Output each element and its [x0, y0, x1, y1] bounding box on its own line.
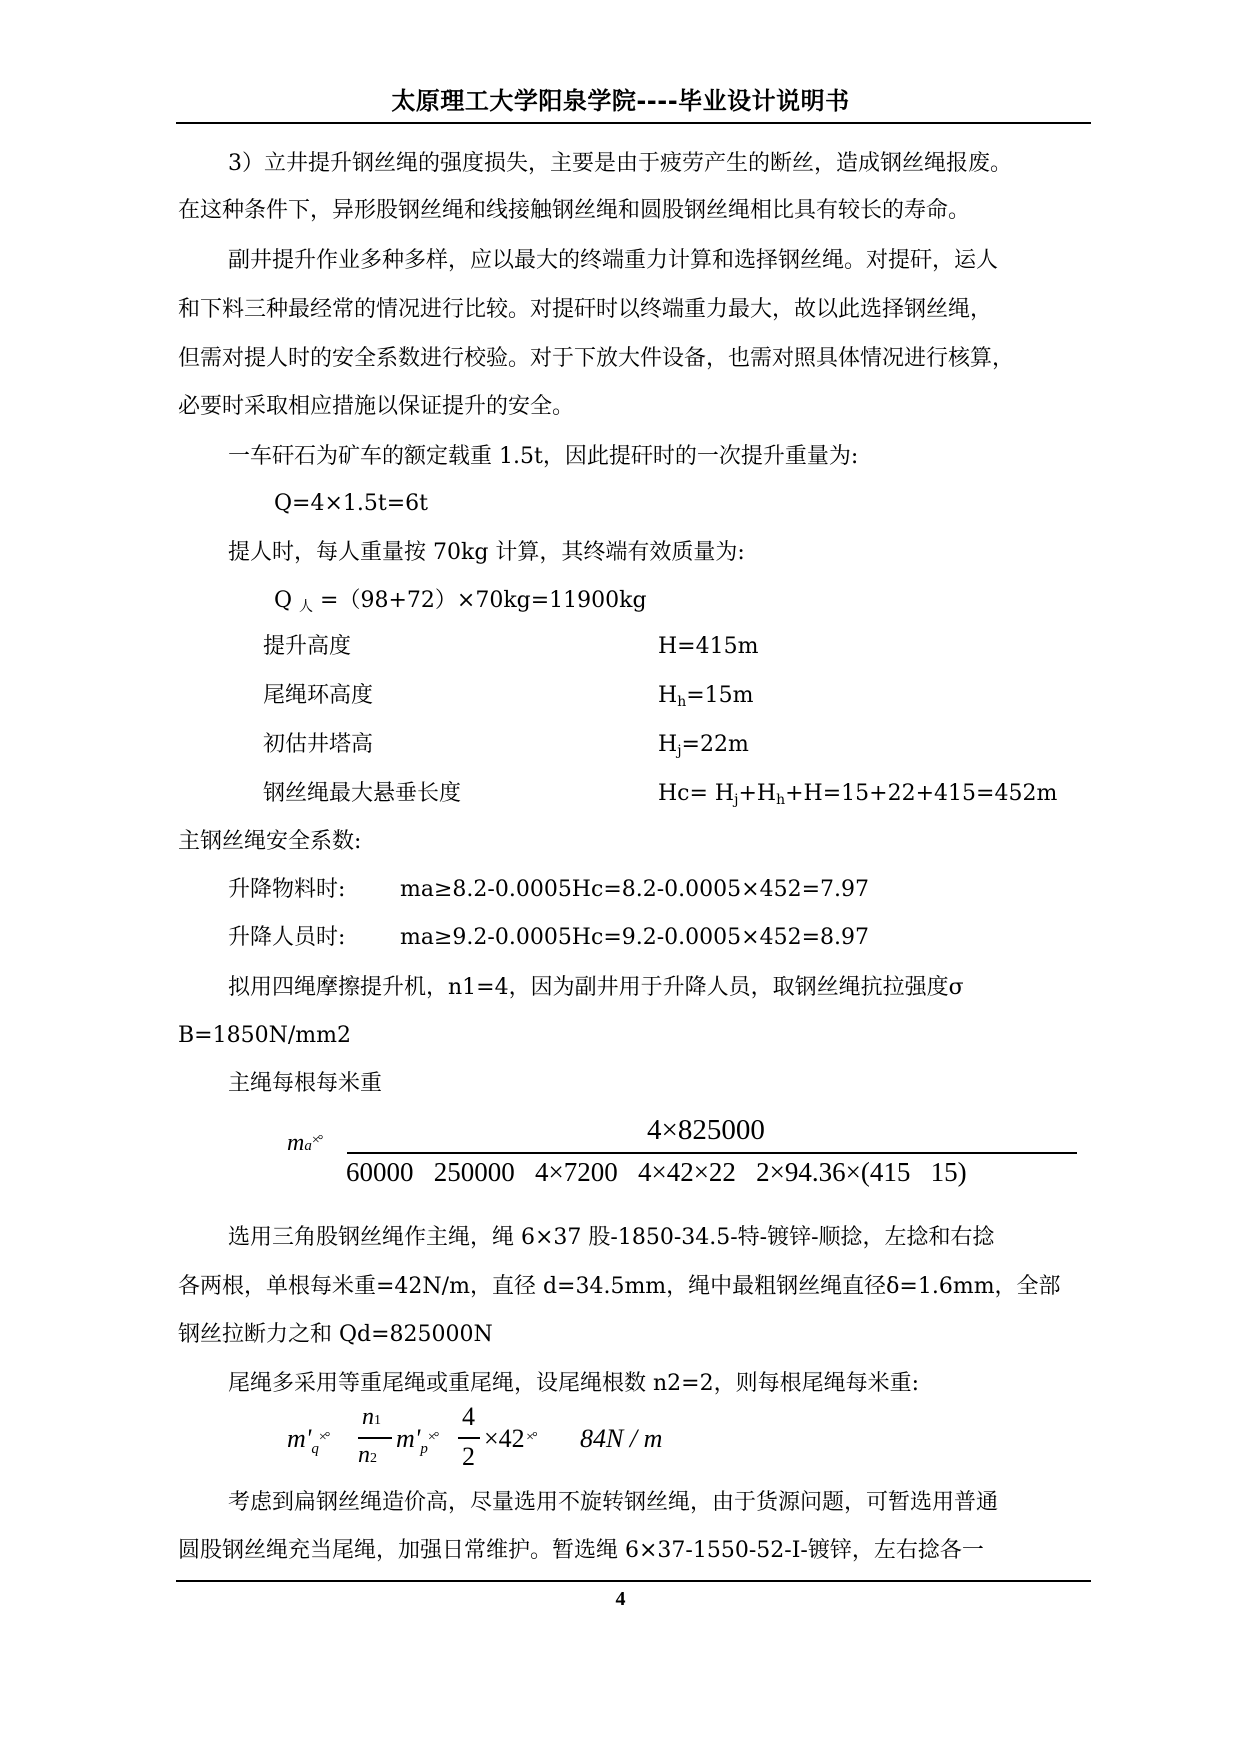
formula1-lhs: ma×° [287, 1130, 322, 1156]
param-subscript: h [776, 792, 786, 808]
param-symbol: Hc= H [658, 781, 735, 806]
param-symbol: +H [738, 781, 777, 806]
para1-line2: 在这种条件下，异形股钢丝绳和线接触钢丝绳和圆股钢丝绳相比具有较长的寿命。 [178, 198, 971, 223]
param-label-tail-loop: 尾绳环高度 [263, 683, 374, 708]
para8-line1: 尾绳多采用等重尾绳或重尾绳，设尾绳根数 n2=2，则每根尾绳每米重: [228, 1371, 920, 1396]
formula2-m-subscript: q [311, 1441, 319, 1457]
para1-line1: 3）立井提升钢丝绳的强度损失，主要是由于疲劳产生的断丝，造成钢丝绳报废。 [228, 151, 1012, 176]
param-subscript: j [734, 792, 739, 808]
param-value-tail-loop [658, 680, 754, 718]
param-label-hoist-height: 提升高度 [263, 634, 352, 659]
safety-material-label: 升降物料时: [228, 877, 346, 902]
para3-line1: 一车矸石为矿车的额定载重 1.5t，因此提矸时的一次提升重量为: [228, 444, 859, 469]
n-subscript: 2 [370, 1451, 377, 1466]
n-symbol: n [358, 1442, 370, 1468]
para5-line1: 拟用四绳摩擦提升机，n1=4，因为副井用于升降人员，取钢丝绳抗拉强度σ [228, 975, 964, 1000]
formula2-times42-text: ×42 [484, 1424, 525, 1453]
para2-line3: 但需对提人时的安全系数进行校验。对于下放大件设备，也需对照具体情况进行核算， [178, 346, 1015, 371]
formula2-frac-numerator: 4 [462, 1402, 475, 1431]
para7-line2: 各两根，单根每米重=42N/m，直径 d=34.5mm，绳中最粗钢丝绳直径δ=1.6mm，全部 [178, 1274, 1061, 1299]
payload-formula: Q=4×1.5t=6t [274, 491, 428, 516]
mp-subscript: p [420, 1441, 428, 1457]
safety-heading: 主钢丝绳安全系数: [178, 829, 362, 854]
para9-line2: 圆股钢丝绳充当尾绳，加强日常维护。暂选绳 6×37-1550-52-Ⅰ-镀锌，左右捻各一 [178, 1538, 984, 1563]
formula2-mp: $m'_p^{\times^\circ}$ [396, 1424, 438, 1457]
para2-line2: 和下料三种最经常的情况进行比较。对提矸时以终端重力最大，故以此选择钢丝绳， [178, 297, 993, 322]
param-subscript: h [677, 694, 687, 710]
para7-line3: 钢丝拉断力之和 Qd=825000N [178, 1322, 493, 1347]
param-symbol: H [658, 683, 678, 708]
param-value-hoist-height: H=415m [658, 634, 759, 659]
formula2-result: 84N / m [580, 1424, 663, 1453]
page-header-title: 太原理工大学阳泉学院----毕业设计说明书 [391, 87, 850, 115]
param-label-hang-length: 钢丝绳最大悬垂长度 [263, 781, 462, 806]
para2-line4: 必要时采取相应措施以保证提升的安全。 [178, 394, 575, 419]
para5-line2: B=1850N/mm2 [178, 1023, 351, 1048]
page-number: 4 [615, 1588, 626, 1610]
formula2-n-numerator [362, 1404, 381, 1431]
person-mass-formula [274, 585, 647, 623]
safety-person-formula: ma≥9.2-0.0005Hc=9.2-0.0005×452=8.97 [400, 925, 869, 950]
formula2-m-symbol: m' [287, 1424, 312, 1453]
param-symbol: H [658, 732, 678, 757]
param-number: =22m [681, 732, 749, 757]
mp-symbol: m' [396, 1424, 421, 1453]
param-subscript: j [677, 743, 682, 759]
param-value-hang-length [658, 778, 1057, 816]
footer-rule [176, 1580, 1091, 1582]
n-subscript: 1 [374, 1413, 381, 1428]
param-label-tower-height: 初估井塔高 [263, 732, 374, 757]
param-number: +H=15+22+415=452m [785, 781, 1058, 806]
formula1-numerator: 4×825000 [647, 1114, 765, 1146]
q-symbol: Q [274, 588, 293, 613]
header-rule [176, 122, 1091, 124]
formula2-times42: ×42 ×° [484, 1424, 536, 1453]
safety-person-label: 升降人员时: [228, 925, 346, 950]
n-symbol: n [362, 1404, 374, 1430]
formula1-fraction-bar [347, 1152, 1077, 1154]
para9-line1: 考虑到扁钢丝绳造价高，尽量选用不旋转钢丝绳，由于货源问题，可暂选用普通 [228, 1490, 999, 1515]
formula2-n-denominator [358, 1442, 377, 1469]
formula2-lhs: $m'_q^{\times^\circ}$ [287, 1424, 329, 1457]
formula1-lhs-subscript: a [304, 1138, 312, 1154]
para2-line1: 副井提升作业多种多样，应以最大的终端重力计算和选择钢丝绳。对提矸，运人 [228, 248, 999, 273]
formula2-frac-bar [458, 1437, 480, 1439]
formula1-lhs-symbol: m [287, 1130, 305, 1156]
safety-material-formula: ma≥8.2-0.0005Hc=8.2-0.0005×452=7.97 [400, 877, 869, 902]
para4-line1: 提人时，每人重量按 70kg 计算，其终端有效质量为: [228, 540, 745, 565]
formula2-n-fraction-bar [358, 1437, 392, 1439]
param-number: =15m [686, 683, 754, 708]
para6-line1: 主绳每根每米重 [228, 1071, 383, 1096]
para7-line1: 选用三角股钢丝绳作主绳，绳 6×37 股-1850-34.5-特-镀锌-顺捻，左捻和右捻 [228, 1225, 995, 1250]
q-subscript: 人 [299, 599, 314, 615]
formula1-denominator: 60000 250000 4×7200 4×42×22 2×94.36×(415 15) [346, 1157, 967, 1187]
formula2-frac-denominator: 2 [462, 1442, 475, 1471]
q-value: =（98+72）×70kg=11900kg [320, 588, 647, 613]
param-value-tower-height [658, 729, 749, 767]
